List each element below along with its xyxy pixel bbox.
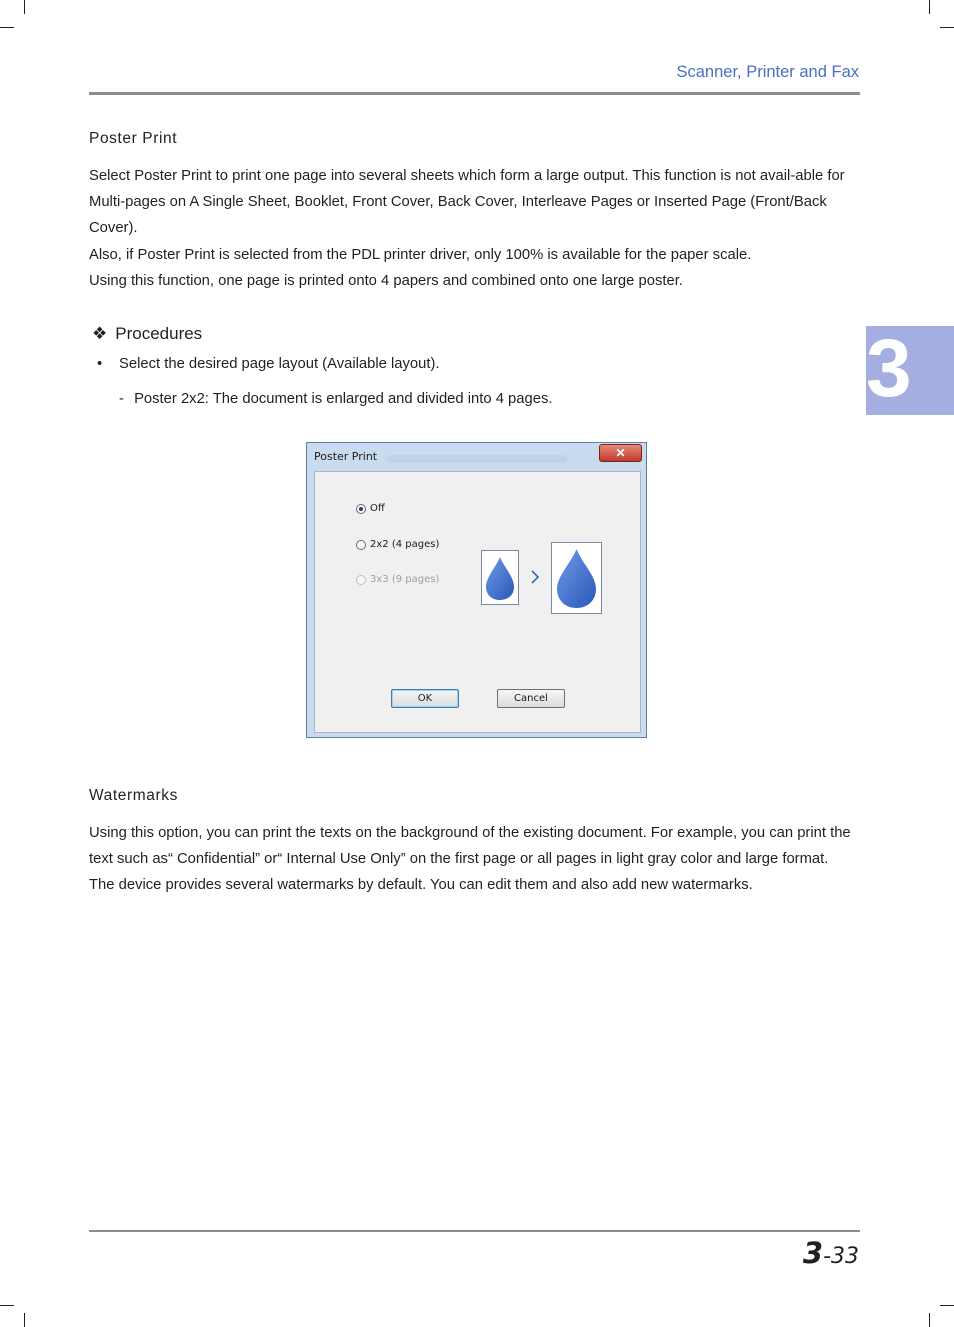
- procedure-sub-step: [119, 391, 553, 407]
- paragraph: Select Poster Print to print one page into several sheets which form a large output. This function is not avail-able for Multi-pages on A Single Sheet, Booklet, Front Cover, Back Cover, Interleave Pages or Inserted Page (Front/Back Cover).: [89, 168, 845, 237]
- chapter-tab: [866, 323, 954, 415]
- preview-poster-page: [551, 542, 602, 614]
- ok-button[interactable]: OK: [391, 689, 459, 708]
- radio-button-disabled: [356, 575, 366, 585]
- radio-button-checked[interactable]: [356, 504, 366, 514]
- procedures-heading-text: Procedures: [115, 324, 203, 343]
- dialog-titlebar: [307, 443, 646, 469]
- water-drop-icon: [552, 543, 601, 613]
- radio-option-3x3: [356, 574, 439, 585]
- paragraph: The device provides several watermarks by default. You can edit them and also add new watermarks.: [89, 877, 753, 894]
- crop-mark: [929, 1313, 930, 1327]
- radio-option-off[interactable]: [356, 503, 385, 514]
- running-header: Scanner, Printer and Fax: [676, 63, 859, 81]
- radio-label: Off: [370, 503, 385, 514]
- dialog-client-area: [314, 471, 641, 733]
- page-number-page: -33: [823, 1244, 859, 1269]
- crop-mark: [24, 1313, 25, 1327]
- poster-print-dialog: [306, 442, 647, 738]
- bullet-icon: •: [97, 356, 103, 372]
- dash-marker: -: [119, 391, 124, 407]
- page-number: [803, 1236, 859, 1270]
- page-number-chapter: 3: [802, 1236, 824, 1270]
- section-title-poster-print: Poster Print: [89, 130, 178, 147]
- chapter-number: 3: [866, 323, 912, 414]
- radio-label: 2x2 (4 pages): [370, 539, 440, 550]
- paragraph: Using this option, you can print the texts on the background of the existing document. For example, you can print the text such as“ Confidential” or“ Internal Use Only” on the first page or all pages in light gray color and large format.: [89, 825, 851, 868]
- crop-mark: [929, 0, 930, 14]
- preview-original-page: [481, 550, 519, 605]
- radio-label: 3x3 (9 pages): [370, 574, 440, 585]
- water-drop-icon: [482, 551, 518, 604]
- chevron-right-icon: [530, 570, 540, 584]
- radio-button[interactable]: [356, 540, 366, 550]
- dialog-title: Poster Print: [314, 450, 378, 463]
- crop-mark: [0, 27, 14, 28]
- watermarks-body: [89, 820, 859, 899]
- cancel-button[interactable]: Cancel: [497, 689, 565, 708]
- paragraph: Also, if Poster Print is selected from the PDL printer driver, only 100% is available for the paper scale.: [89, 246, 752, 263]
- close-button[interactable]: ✕: [599, 444, 642, 462]
- crop-mark: [940, 1305, 954, 1306]
- crop-mark: [24, 0, 25, 14]
- diamond-bullet-icon: ❖: [92, 324, 108, 343]
- crop-mark: [0, 1305, 14, 1306]
- section-title-watermarks: Watermarks: [89, 787, 178, 804]
- paragraph: Using this function, one page is printed onto 4 papers and combined onto one large poster.: [89, 272, 683, 289]
- poster-print-body: [89, 163, 859, 294]
- crop-mark: [940, 27, 954, 28]
- radio-option-2x2[interactable]: [356, 539, 439, 550]
- footer-rule: [89, 1230, 860, 1232]
- header-rule: [89, 92, 860, 95]
- procedure-step-text: Select the desired page layout (Available layout).: [119, 356, 440, 372]
- procedure-step: [97, 356, 440, 372]
- procedure-sub-step-text: Poster 2x2: The document is enlarged and divided into 4 pages.: [134, 391, 553, 407]
- procedures-heading: [92, 324, 202, 344]
- blurred-title-text: [387, 455, 567, 463]
